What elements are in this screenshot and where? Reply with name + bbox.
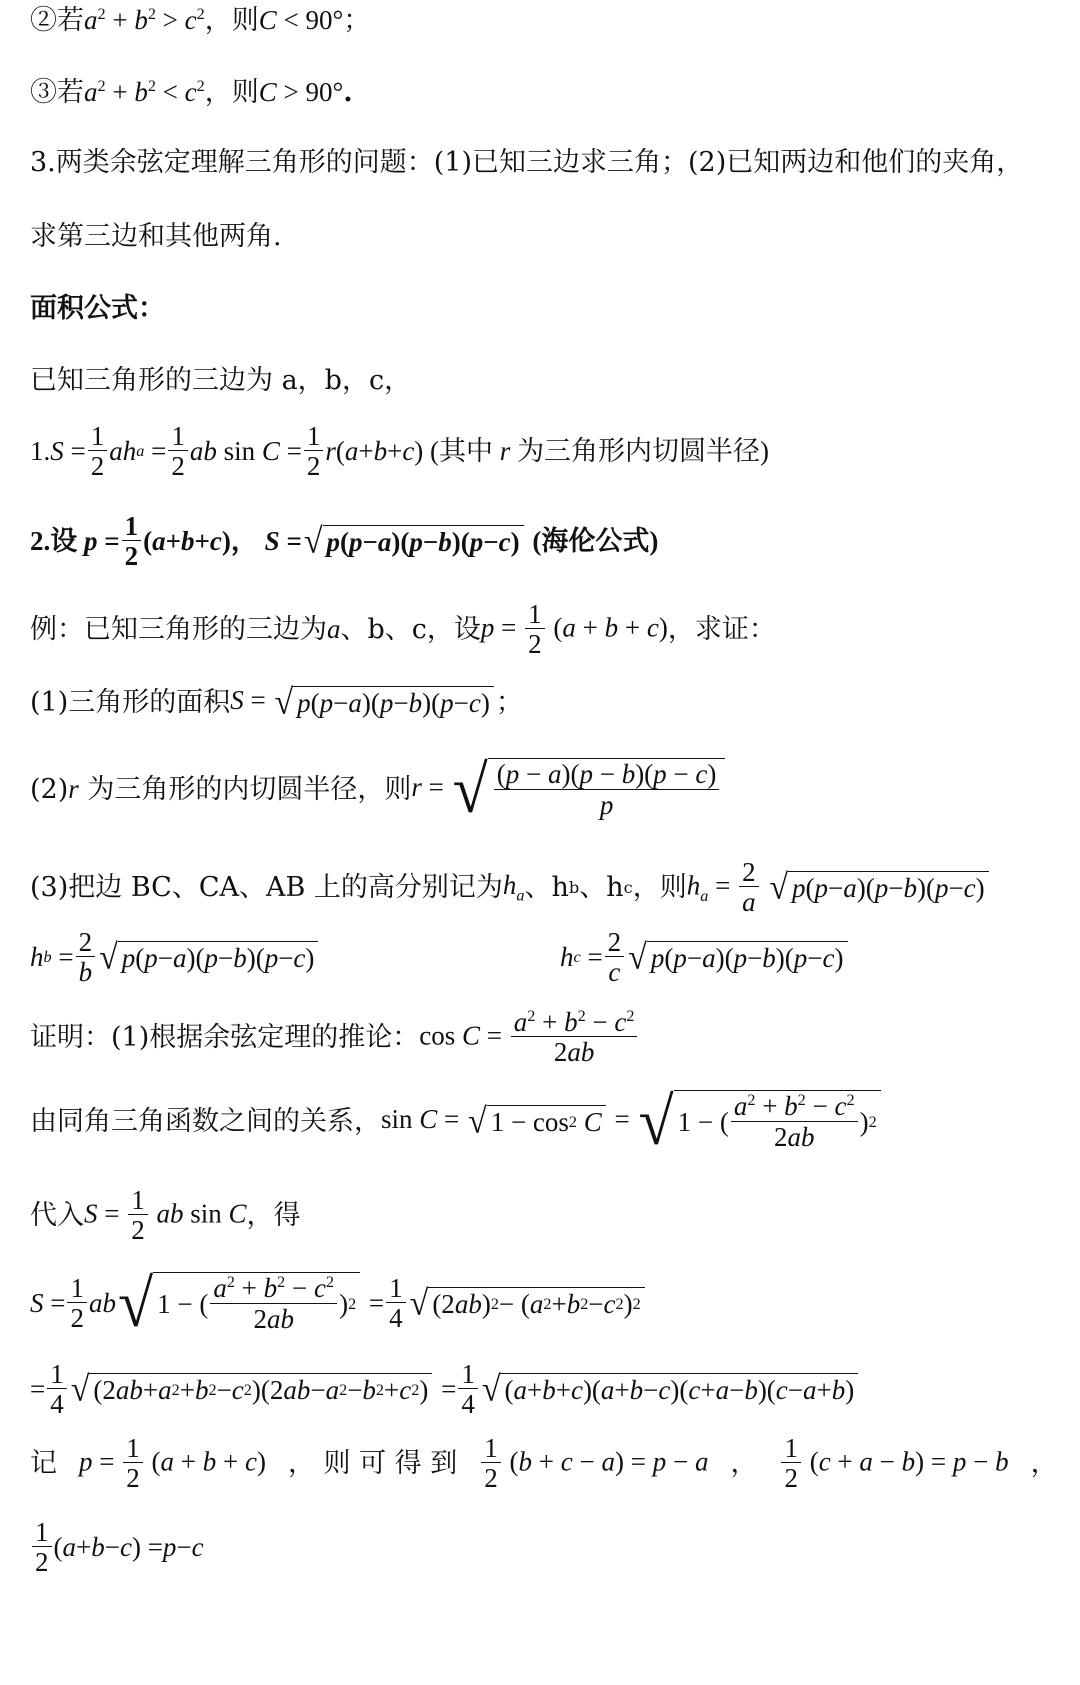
text: ，则 bbox=[632, 872, 687, 904]
paragraph-sides: 已知三角形的三边为 a，b，c， bbox=[30, 365, 412, 396]
text: 为三角形的内切圆半径，则 bbox=[87, 774, 412, 806]
fraction: $\frac{2}{a}$ bbox=[739, 858, 759, 918]
square-root: √ 1 − ( $\frac{a^2 + b^2 - c^2}{2ab}$ ) 2 bbox=[639, 1090, 881, 1154]
square-root: √ 1 − ( $\frac{a^2 + b^2 - c^2}{2ab}$ ) 2 bbox=[118, 1272, 360, 1336]
text: . bbox=[343, 77, 353, 108]
fraction: $\frac{1}{4}$ bbox=[386, 1274, 406, 1334]
text: (1)三角形的面积 bbox=[30, 687, 231, 719]
text: ，得 bbox=[246, 1200, 301, 1232]
proof-expand-1: S = $\frac{1}{2}$ ab √ 1 − ( $\frac{a^2 + b^2 - c^2}{2ab}$ ) 2 = $\frac{1}{4}$ √ (2 ab ) 2 − ( a 2 + b 2 − c 2 ) 2 bbox=[30, 1272, 647, 1336]
text: (其中 bbox=[430, 436, 494, 467]
text: 、h bbox=[524, 872, 569, 904]
height-b: h b = $\frac{2}{b}$ √ p ( p − a )( p − b )( p − c ) bbox=[30, 928, 320, 988]
square-root: √ p ( p − a )( p − b )( p − c ) bbox=[274, 686, 493, 720]
text: 1. bbox=[30, 436, 51, 467]
fraction: $\frac{a^2 + b^2 - c^2}{2ab}$ bbox=[511, 1008, 638, 1068]
square-root: √ ( a + b + c )( a + b − c )( c + a − b )( c − a + b ) bbox=[482, 1373, 858, 1407]
text: ，则 bbox=[204, 77, 259, 108]
text: ， bbox=[730, 1448, 758, 1480]
fraction: $\frac{1}{2}$ bbox=[88, 422, 108, 482]
fraction: $\frac{1}{2}$ bbox=[168, 422, 188, 482]
example-statement: 例：已知三角形的三边为 a 、b、c，设 p = $\frac{1}{2}$ (a + b + c) ，求证： bbox=[30, 599, 776, 660]
square-root: √ (2 ab ) 2 − ( a 2 + b 2 − c 2 ) 2 bbox=[410, 1287, 645, 1321]
text: ； bbox=[343, 5, 371, 36]
fraction: $\frac{1}{2}$ bbox=[128, 1186, 148, 1246]
claim-2: (2) r 为三角形的内切圆半径，则 r = √ $\frac{(p - a)(p - b)(p - c)}{p}$ bbox=[30, 758, 727, 822]
text: 为三角形内切圆半径) bbox=[517, 436, 770, 467]
text: 例：已知三角形的三边为 bbox=[30, 614, 327, 646]
text: ②若 bbox=[30, 5, 84, 36]
condition-obtuse: ③若 $a^2 + b^2 < c^2$ ，则 C > 90° . bbox=[30, 77, 353, 108]
section-heading: 面积公式： bbox=[30, 293, 165, 324]
claim-1: (1)三角形的面积 S = √ p ( p − a )( p − b )( p − c ) ； bbox=[30, 683, 523, 722]
text: ③若 bbox=[30, 77, 84, 108]
proof-p-minus-c: $\frac{1}{2}$ ( a + b − c ) = p − c bbox=[30, 1518, 204, 1578]
fraction: $\frac{1}{4}$ bbox=[458, 1360, 478, 1420]
claim-3: (3)把边 BC、CA、AB 上的高分别记为 $h_a$ 、h b 、h c ，则 $h_a$ = $\frac{2}{a}$ √ p ( p − a )( p − b )( p − c ) bbox=[30, 858, 991, 918]
condition-acute: ②若 $a^2 + b^2 > c^2$ ，则 C < 90° ； bbox=[30, 5, 371, 36]
text: 证明：(1)根据余弦定理的推论： bbox=[30, 1022, 420, 1054]
text: ； bbox=[495, 687, 523, 719]
proof-define-p: 记 p = $\frac{1}{2}$ (a + b + c) ， 则 可 得 到 $\frac{1}{2}$ (b + c − a) = p − a ， $\frac{1}{2}$ (c + a − b) = p − b ， bbox=[30, 1433, 1058, 1494]
fraction: $\frac{1}{4}$ bbox=[47, 1360, 67, 1420]
text: ，则 bbox=[204, 5, 259, 36]
text: 代入 bbox=[30, 1200, 84, 1232]
square-root: √ p ( p − a )( p − b )( p − c ) bbox=[304, 525, 524, 559]
fraction: $\frac{1}{2}$ bbox=[122, 512, 142, 572]
text: ， 则 可 得 到 bbox=[287, 1448, 458, 1480]
text: (2) bbox=[30, 774, 69, 806]
area-formula-1: 1. S = $\frac{1}{2}$ ah a = $\frac{1}{2}$ ab sin C = $\frac{1}{2}$ r ( a + b + c ) (其中 r 为三角形内切圆半径) bbox=[30, 421, 770, 482]
text: ，求证： bbox=[667, 614, 776, 646]
proof-sin: 由同角三角函数之间的关系， sin C = √ 1 − cos 2 C = √ 1 − ( $\frac{a^2 + b^2 - c^2}{2ab}$ ) 2 bbox=[30, 1090, 883, 1154]
text: 由同角三角函数之间的关系， bbox=[30, 1106, 381, 1138]
fraction: $\frac{(p - a)(p - b)(p - c)}{p}$ bbox=[494, 760, 720, 820]
fraction: $\frac{a^2 + b^2 - c^2}{2ab}$ bbox=[731, 1092, 858, 1152]
proof-expand-2: = $\frac{1}{4}$ √ (2 ab + a 2 + b 2 − c 2 )(2 ab − a 2 − b 2 + c 2 ) = $\frac{1}{4}$ √ ( a + b + c )( a + b − c )( c + a − b )( c − a + b ) bbox=[30, 1360, 860, 1420]
text: 、b、c，设 bbox=[340, 614, 481, 646]
fraction: $\frac{1}{2}$ bbox=[304, 422, 324, 482]
square-root: √ $\frac{(p - a)(p - b)(p - c)}{p}$ bbox=[453, 758, 726, 822]
height-c: h c = $\frac{2}{c}$ √ p ( p − a )( p − b )( p − c ) bbox=[560, 928, 850, 988]
square-root: √ p ( p − a )( p − b )( p − c ) bbox=[99, 941, 318, 975]
fraction: $\frac{a^2 + b^2 - c^2}{2ab}$ bbox=[210, 1274, 337, 1334]
text: 记 bbox=[30, 1448, 57, 1480]
fraction: $\frac{2}{c}$ bbox=[605, 928, 625, 988]
text: 、h bbox=[579, 872, 624, 904]
fraction: $\frac{1}{2}$ bbox=[123, 1434, 143, 1494]
fraction: $\frac{2}{b}$ bbox=[76, 928, 96, 988]
square-root: √ 1 − cos 2 C bbox=[468, 1105, 606, 1139]
text: (3)把边 BC、CA、AB 上的高分别记为 bbox=[30, 872, 503, 904]
paragraph-3-cont: 求第三边和其他两角. bbox=[30, 221, 282, 252]
fraction: $\frac{1}{2}$ bbox=[781, 1434, 801, 1494]
fraction: $\frac{1}{2}$ bbox=[481, 1434, 501, 1494]
square-root: √ (2 ab + a 2 + b 2 − c 2 )(2 ab − a 2 − b 2 + c 2 ) bbox=[71, 1373, 433, 1407]
text: 2.设 bbox=[30, 526, 78, 557]
proof-substitute: 代入 S = $\frac{1}{2}$ ab sin C ，得 bbox=[30, 1185, 301, 1246]
text: (海伦公式) bbox=[532, 526, 659, 557]
text: ， bbox=[1030, 1448, 1058, 1480]
fraction: $\frac{1}{2}$ bbox=[525, 600, 545, 660]
proof-start: 证明：(1)根据余弦定理的推论： cos C = $\frac{a^2 + b^2 - c^2}{2ab}$ bbox=[30, 1008, 639, 1068]
paragraph-3: 3.两类余弦定理解三角形的问题：(1)已知三边求三角；(2)已知两边和他们的夹角， bbox=[30, 147, 1024, 178]
fraction: $\frac{1}{2}$ bbox=[32, 1518, 52, 1578]
text: ， bbox=[230, 526, 258, 557]
square-root: √ p ( p − a )( p − b )( p − c ) bbox=[769, 871, 988, 905]
square-root: √ p ( p − a )( p − b )( p − c ) bbox=[628, 941, 847, 975]
heron-formula: 2.设 p = $\frac{1}{2}$ ( a + b + c ) ， S = √ p ( p − a )( p − b )( p − c ) (海伦公式) bbox=[30, 511, 659, 572]
fraction: $\frac{1}{2}$ bbox=[67, 1274, 87, 1334]
